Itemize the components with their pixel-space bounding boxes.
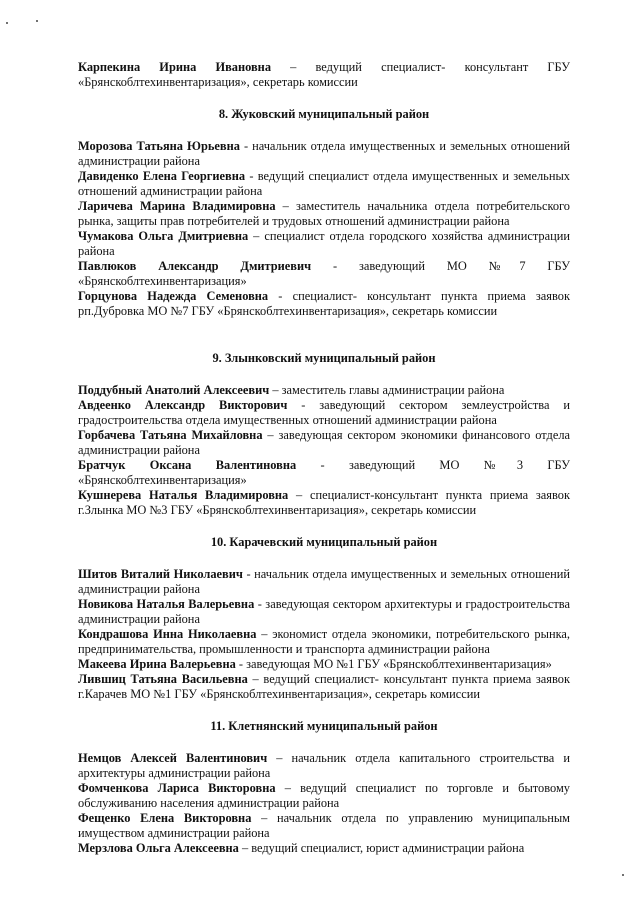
member-name: Давиденко Елена Георгиевна bbox=[78, 169, 246, 183]
member-entry bbox=[78, 383, 570, 398]
section-heading: 8. Жуковский муниципальный район bbox=[218, 107, 430, 121]
member-name: Макеева Ирина Валерьевна bbox=[78, 657, 236, 671]
member-role: - начальник отдела имущественных и земельных отношений администрации района bbox=[78, 139, 570, 168]
member-role: – экономист отдела экономики, потребительского рынка, предпринимательства, промышленности и транспорта администрации района bbox=[78, 627, 570, 656]
member-name: Морозова Татьяна Юрьевна bbox=[78, 139, 240, 153]
section-members bbox=[78, 383, 570, 518]
member-name: Фещенко Елена Викторовна bbox=[78, 811, 252, 825]
section-heading: 10. Карачевский муниципальный район bbox=[210, 535, 438, 549]
member-entry bbox=[78, 627, 570, 657]
member-entry bbox=[78, 139, 570, 169]
member-entry bbox=[78, 597, 570, 627]
member-name: Горбачева Татьяна Михайловна bbox=[78, 428, 263, 442]
member-entry bbox=[78, 488, 570, 518]
member-entry bbox=[78, 428, 570, 458]
member-role: – ведущий специалист- консультант пункта приема заявок г.Карачев МО №1 ГБУ «Брянскоблтехинвентаризация», секретарь комиссии bbox=[78, 672, 570, 701]
member-name: Новикова Наталья Валерьевна bbox=[78, 597, 255, 611]
member-role: - начальник отдела имущественных и земельных отношений администрации района bbox=[78, 567, 571, 596]
member-entry bbox=[78, 841, 570, 856]
section-heading: 9. Злынковский муниципальный район bbox=[212, 351, 436, 365]
section-members bbox=[78, 751, 570, 856]
member-role: - заведующий сектором землеустройства и градостроительства отдела имущественных отношений администрации района bbox=[78, 398, 570, 427]
section-members bbox=[78, 139, 570, 319]
member-role: - специалист- консультант пункта приема заявок рп.Дубровка МО №7 ГБУ «Брянскоблтехинвентаризация», секретарь комиссии bbox=[78, 289, 570, 318]
member-name: Братчук Оксана Валентиновна bbox=[78, 458, 297, 472]
member-role: - заведующий МО №3 ГБУ «Брянскоблтехинвентаризация» bbox=[78, 458, 570, 487]
member-role: – начальник отдела по управлению муниципальным имуществом администрации района bbox=[78, 811, 570, 840]
member-entry bbox=[78, 169, 570, 199]
member-name: Горцунова Надежда Семеновна bbox=[78, 289, 269, 303]
member-role: – специалист-консультант пункта приема заявок г.Злынка МО №3 ГБУ «Брянскоблтехинвентаризация», секретарь комиссии bbox=[78, 488, 570, 517]
member-role: – специалист отдела городского хозяйства администрации района bbox=[78, 229, 570, 258]
member-name: Карпекина Ирина Ивановна bbox=[78, 60, 272, 74]
member-entry bbox=[78, 199, 570, 229]
member-role: – начальник отдела капитального строительства и архитектуры администрации района bbox=[78, 751, 570, 780]
scan-speck bbox=[36, 20, 38, 22]
member-name: Чумакова Ольга Дмитриевна bbox=[78, 229, 249, 243]
member-name: Фомченкова Лариса Викторовна bbox=[78, 781, 276, 795]
document-body bbox=[78, 60, 570, 856]
member-entry bbox=[78, 458, 570, 488]
member-name: Авдеенко Александр Викторович bbox=[78, 398, 288, 412]
member-role: - заведующая МО №1 ГБУ «Брянскоблтехинвентаризация» bbox=[235, 657, 552, 671]
member-role: - ведущий специалист отдела имущественных и земельных отношений администрации района bbox=[78, 169, 570, 198]
member-name: Шитов Виталий Николаевич bbox=[78, 567, 243, 581]
member-entry bbox=[78, 751, 570, 781]
member-entry bbox=[78, 398, 570, 428]
member-name: Поддубный Анатолий Алексеевич bbox=[78, 383, 270, 397]
member-entry bbox=[78, 811, 570, 841]
member-name: Ларичева Марина Владимировна bbox=[78, 199, 276, 213]
member-entry bbox=[78, 781, 570, 811]
member-entry bbox=[78, 259, 570, 289]
member-entry bbox=[78, 229, 570, 259]
member-name: Немцов Алексей Валентинович bbox=[78, 751, 268, 765]
member-entry bbox=[78, 567, 570, 597]
section-members bbox=[78, 567, 570, 702]
scan-speck bbox=[6, 22, 8, 24]
member-role: – заведующая сектором экономики финансового отдела администрации района bbox=[78, 428, 571, 457]
member-entry bbox=[78, 657, 570, 672]
member-name: Кушнерева Наталья Владимировна bbox=[78, 488, 289, 502]
section-heading: 11. Клетнянский муниципальный район bbox=[210, 719, 438, 733]
member-role: – ведущий специалист по торговле и бытовому обслуживанию населения администрации района bbox=[78, 781, 570, 810]
member-role: - заведующий МО №7 ГБУ «Брянскоблтехинвентаризация» bbox=[78, 259, 570, 288]
member-name: Мерзлова Ольга Алексеевна bbox=[78, 841, 239, 855]
scan-speck bbox=[622, 874, 624, 876]
member-role: - заведующая сектором архитектуры и градостроительства администрации района bbox=[78, 597, 570, 626]
member-role: – ведущий специалист- консультант ГБУ «Брянскоблтехинвентаризация», секретарь комиссии bbox=[78, 60, 571, 89]
member-name: Лившиц Татьяна Васильевна bbox=[78, 672, 248, 686]
member-role: – заместитель главы администрации района bbox=[269, 383, 505, 397]
member-name: Кондрашова Инна Николаевна bbox=[78, 627, 257, 641]
intro-member bbox=[78, 60, 570, 90]
member-role: – заместитель начальника отдела потребительского рынка, защиты прав потребителей и трудовых отношений администрации района bbox=[78, 199, 570, 228]
member-role: – ведущий специалист, юрист администрации района bbox=[238, 841, 525, 855]
member-entry bbox=[78, 672, 570, 702]
member-name: Павлюков Александр Дмитриевич bbox=[78, 259, 312, 273]
member-entry bbox=[78, 289, 570, 319]
